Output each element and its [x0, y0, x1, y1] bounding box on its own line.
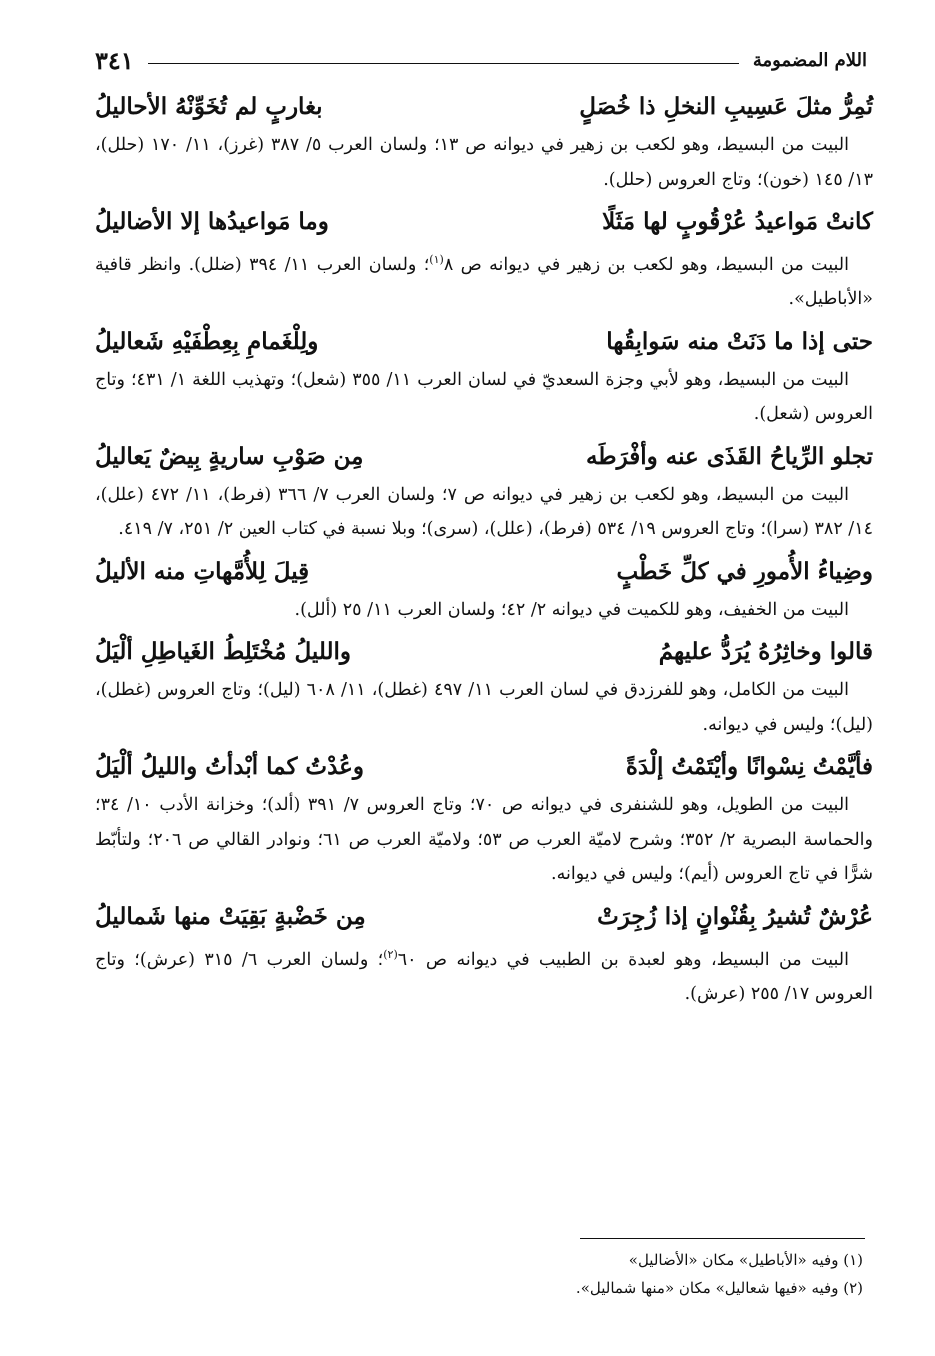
verse-entry [95, 551, 873, 628]
commentary-text: البيت من الخفيف، وهو للكميت في ديوانه ٢/ ٤٢؛ ولسان العرب ١١/ ٢٥ (ألل). [294, 599, 849, 620]
first-hemistich: تُمِرُّ مثلَ عَسِيبِ النخلِ ذا خُصَلٍ [579, 93, 873, 120]
verse-entry [95, 746, 873, 892]
footnote-marker[interactable]: (٢) [383, 947, 398, 961]
footnote-item: (١) وفيه «الأباطيل» مكان «الأضاليل» [628, 1251, 863, 1269]
page-number: ٣٤١ [95, 45, 134, 75]
verse-commentary [95, 243, 873, 317]
commentary-text: البيت من البسيط، وهو لكعب بن زهير في ديوانه ص ٧؛ ولسان العرب ٧/ ٣٦٦ (فرط)، ١١/ ٤٧٢ (علل)، ١٤/ ٣٨٢ (سرا)؛ وتاج العروس ١٩/ ٥٣٤ (فرط)، (علل)، (سرى)؛ وبلا نسبة في كتاب العين ٢/ ٢٥١، ٧/ ٤١٩. [95, 484, 873, 540]
verse-line [95, 631, 873, 673]
verse-entry [95, 321, 873, 432]
header-rule [148, 63, 739, 64]
commentary-text: البيت من الطويل، وهو للشنفرى في ديوانه ص ٧٠؛ وتاج العروس ٧/ ٣٩١ (ألد)؛ وخزانة الأدب ١٠/ ٣٤؛ والحماسة البصرية ٢/ ٣٥٢؛ وشرح لاميّة العرب ص ٥٣؛ ولاميّة العرب ص ٦١؛ ونوادر القالي ص ٢٠٦؛ ولتأبّط شرًّا في تاج العروس (أيم)؛ وليس في ديوانه. [95, 795, 873, 885]
verse-commentary [95, 673, 873, 742]
verse-entry [95, 896, 873, 1012]
verse-commentary [95, 788, 873, 892]
verse-commentary [95, 478, 873, 547]
commentary-text: البيت من الكامل، وهو للفرزدق في لسان العرب ١١/ ٤٩٧ (غطل)، ١١/ ٦٠٨ (ليل)؛ وتاج العروس (غطل)، (ليل)؛ وليس في ديوانه. [95, 680, 873, 735]
second-hemistich: بغاربٍ لم تُخَوِّنْهُ الأحاليلُ [95, 93, 323, 120]
first-hemistich: فأيَّمْتُ نِسْوانًا وأيْتَمْتُ إلْدَةً [625, 753, 873, 781]
second-hemistich: وعُدْتُ كما أبْدأتُ والليلُ ألْيَلُ [95, 753, 364, 781]
verse-entries [95, 86, 873, 1016]
verse-entry [95, 201, 873, 317]
commentary-text: البيت من البسيط، وهو لكعب بن زهير في ديوانه ص ١٣؛ ولسان العرب ٥/ ٣٨٧ (غرز)، ١١/ ١٧٠ (حلل)، ١٣/ ١٤٥ (خون)؛ وتاج العروس (حلل). [95, 135, 873, 190]
chapter-title: اللام المضمومة [752, 49, 867, 71]
commentary-text: البيت من البسيط، وهو لعبدة بن الطبيب في ديوانه ص ٦٠ [397, 949, 849, 970]
verse-commentary [95, 128, 873, 197]
second-hemistich: مِن صَوْبِ ساريةٍ بِيضٌ يَعاليلُ [95, 442, 364, 470]
first-hemistich: وضِياءُ الأُمورِ في كلِّ خَطْبٍ [616, 557, 873, 585]
verse-line [95, 436, 873, 478]
verse-line [95, 896, 873, 938]
verse-entry [95, 631, 873, 742]
verse-line [95, 551, 873, 593]
footnote-item: (٢) وفيه «فيها شعاليل» مكان «منها شماليل». [575, 1279, 863, 1297]
first-hemistich: قالوا وخاثِرُهُ يُرَدُّ عليهمُ [658, 638, 873, 666]
verse-entry [95, 86, 873, 197]
verse-commentary [95, 363, 873, 432]
second-hemistich: والليلُ مُخْتَلِطُ الغَياطِلِ ألْيَلُ [95, 638, 351, 666]
verse-line [95, 86, 873, 128]
commentary-text: البيت من البسيط، وهو لأبي وجزة السعديّ في لسان العرب ١١/ ٣٥٥ (شعل)؛ وتهذيب اللغة ١/ ٤٣١؛ وتاج العروس (شعل). [95, 369, 873, 425]
footnote-marker[interactable]: (١) [429, 253, 444, 266]
commentary-text-rest: ؛ ولسان العرب ١١/ ٣٩٤ (ضلل). وانظر قافية «الأباطيل». [95, 254, 873, 310]
running-header [95, 40, 867, 80]
footnote-divider [580, 1238, 865, 1239]
second-hemistich: مِن خَضْبةٍ بَقِيَتْ منها شَماليلُ [95, 902, 366, 930]
verse-line [95, 746, 873, 788]
verse-commentary [95, 593, 873, 628]
first-hemistich: كانتْ مَواعيدُ عُرْقُوبٍ لها مَثَلًا [602, 208, 873, 235]
second-hemistich: قِيلَ لِلأُمَّهاتِ منه الأليلُ [95, 557, 310, 585]
first-hemistich: عُرْشٌ تُشيرُ بِقُنْوانٍ إذا زُجِرَتْ [597, 902, 873, 930]
verse-line [95, 321, 873, 363]
commentary-text: البيت من البسيط، وهو لكعب بن زهير في ديوانه ص ٨ [443, 254, 849, 275]
commentary-text-rest: ؛ ولسان العرب ٦/ ٣١٥ (عرش)؛ وتاج العروس ١٧/ ٢٥٥ (عرش). [95, 949, 873, 1005]
verse-entry [95, 436, 873, 547]
second-hemistich: ولِلْغَمامِ بِعِطْفَيْهِ شَعاليلُ [95, 327, 319, 355]
verse-commentary [95, 938, 873, 1012]
first-hemistich: حتى إذا ما دَنَتْ منه سَوابِقُها [606, 327, 873, 355]
footnotes [95, 1246, 863, 1302]
first-hemistich: تجلو الرِّياحُ القَذَى عنه وأفْرَطَه [585, 442, 873, 470]
second-hemistich: وما مَواعيدُها إلا الأضاليلُ [95, 208, 329, 235]
verse-line [95, 201, 873, 243]
